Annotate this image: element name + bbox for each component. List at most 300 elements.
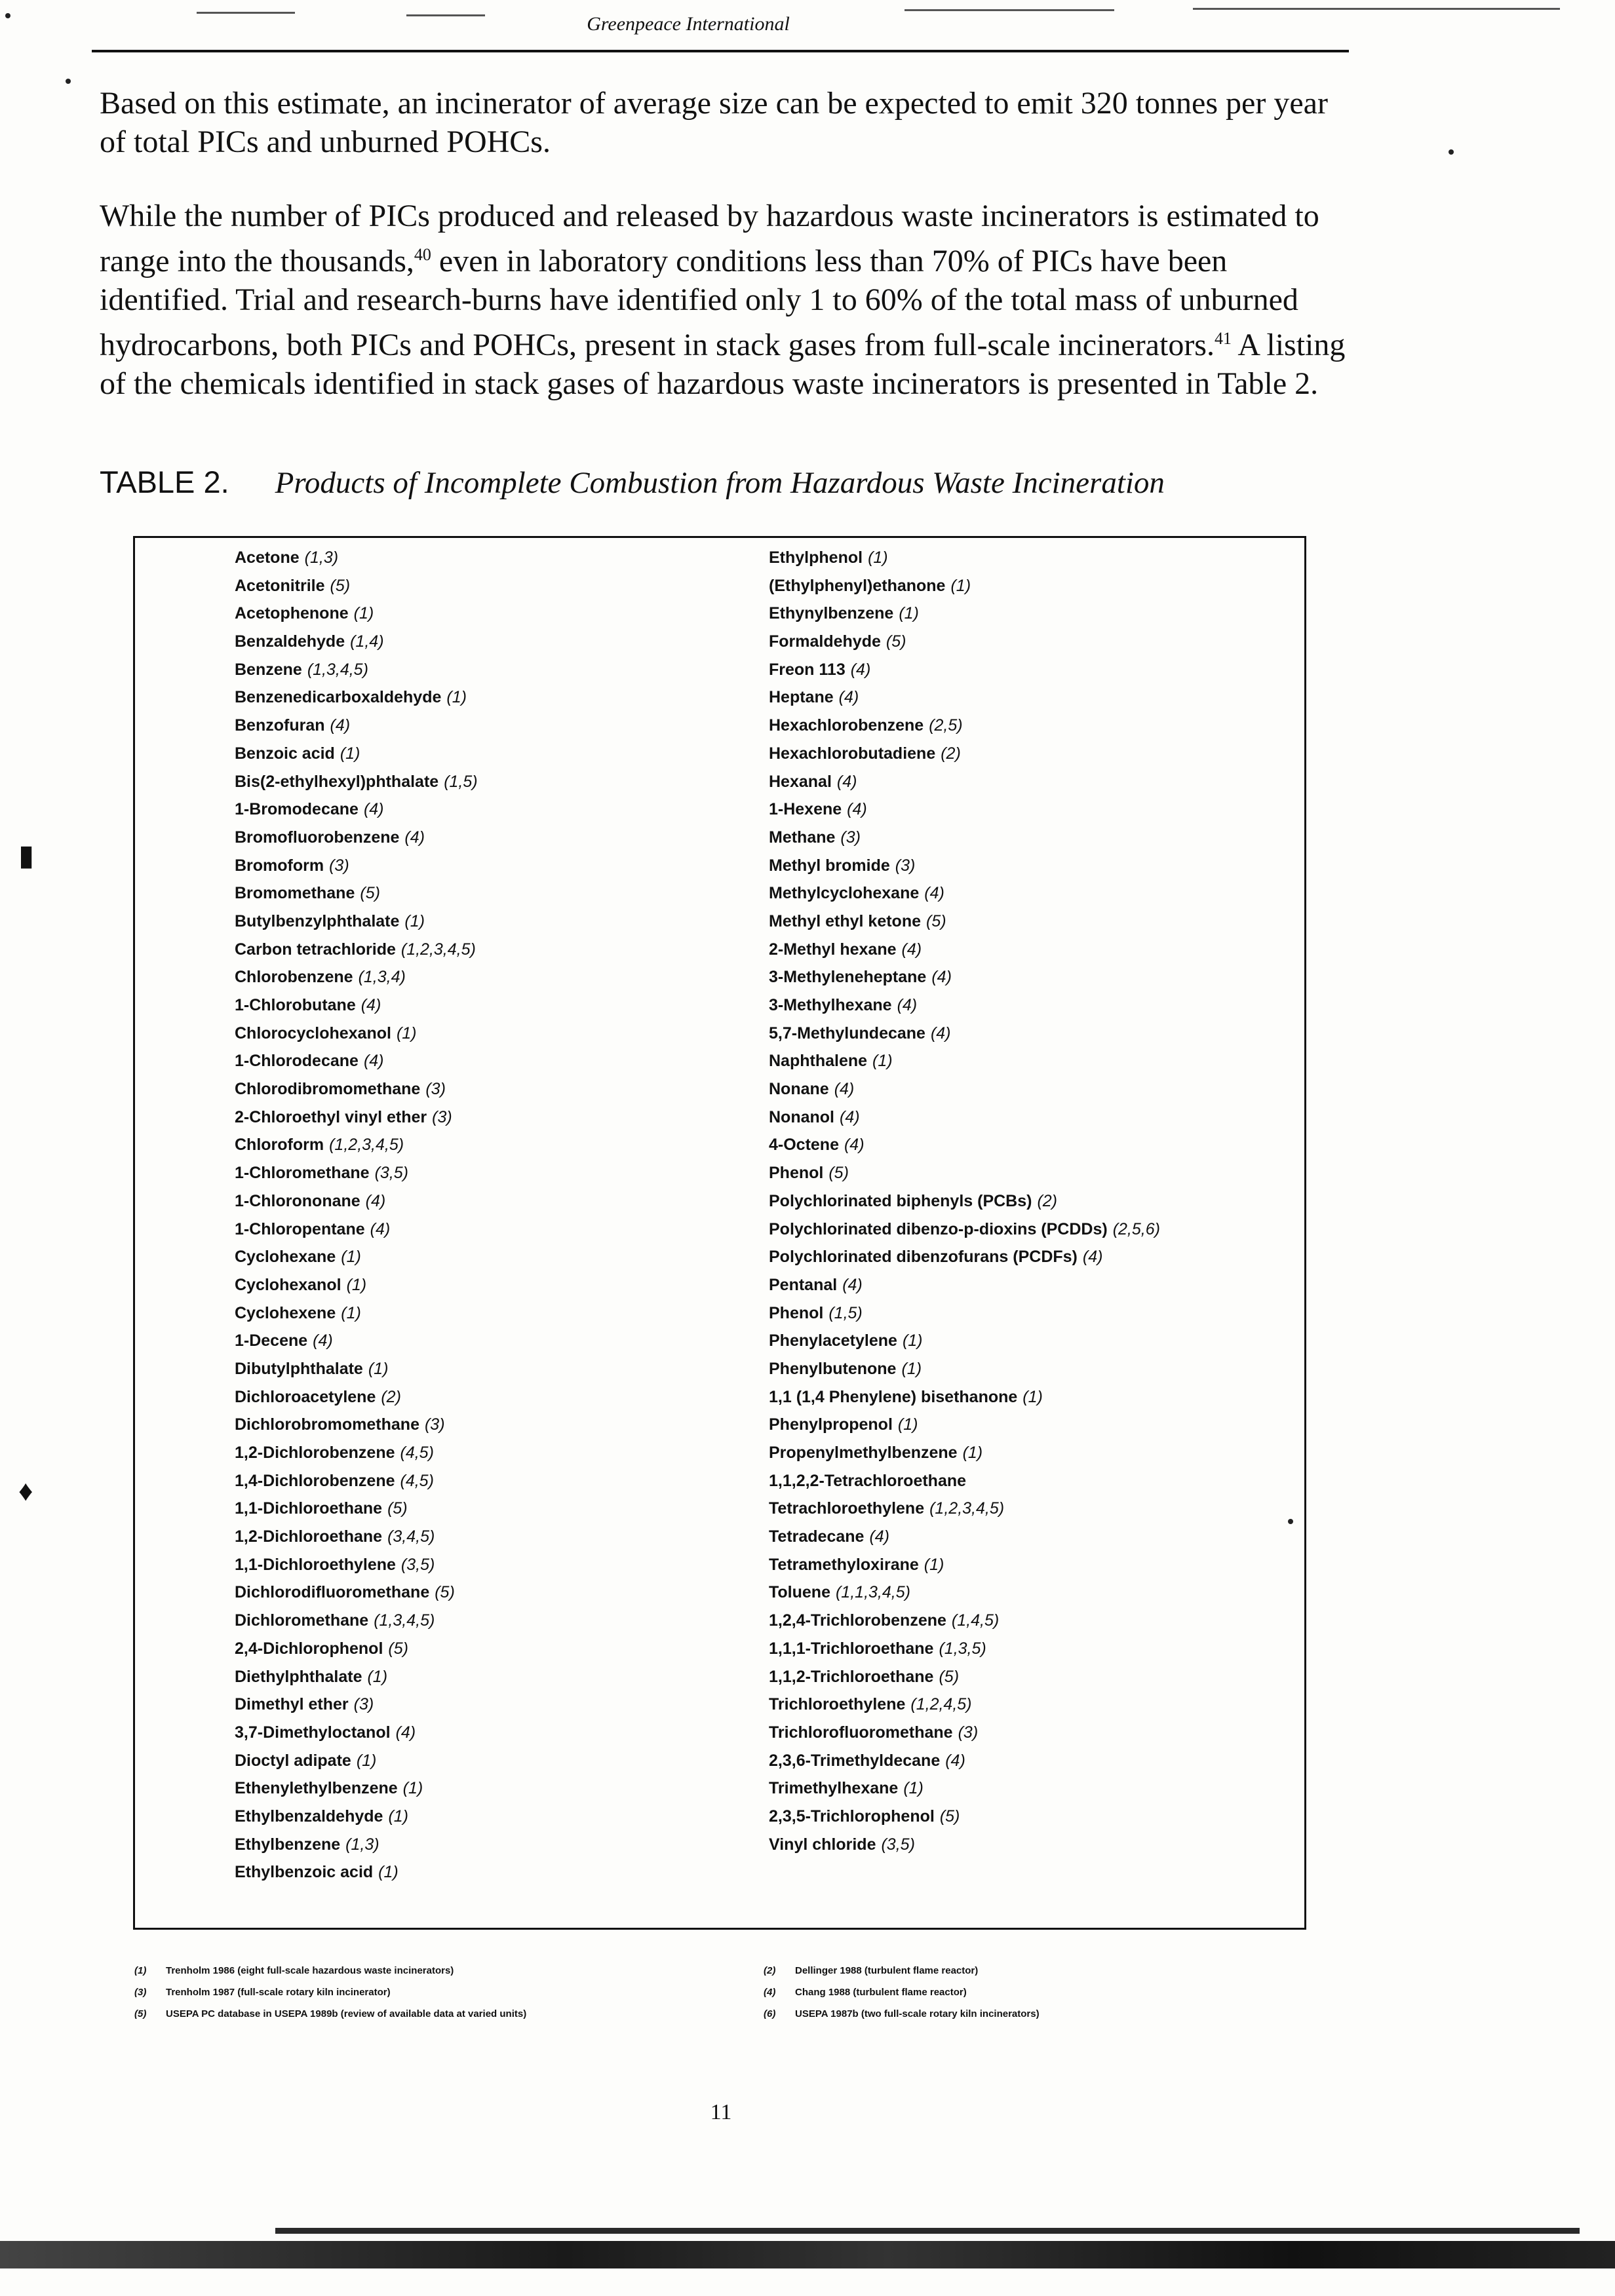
chemical-entry	[235, 963, 478, 991]
reference-codes: (4)	[370, 1219, 391, 1238]
paragraph-text: While the number of PICs produced and released by hazardous waste incinerators is estimated to range into the thousands,	[100, 199, 1319, 278]
footnote-number: (6)	[764, 2008, 776, 2019]
chemical-entry	[769, 1243, 1160, 1271]
reference-codes: (4)	[313, 1331, 333, 1350]
footnote	[134, 1986, 711, 1999]
chemical-entry	[235, 656, 478, 684]
footnote	[134, 1964, 711, 1978]
chemical-entry	[235, 628, 478, 656]
chemical-name: Tetradecane	[769, 1527, 865, 1546]
chemical-entry	[769, 1187, 1160, 1215]
chemical-name: Trimethylhexane	[769, 1779, 899, 1798]
chemical-name: Bromoform	[235, 856, 324, 875]
footnote-number: (3)	[134, 1987, 147, 1998]
reference-codes: (4)	[395, 1723, 416, 1742]
chemical-entry	[769, 1663, 1160, 1691]
chemical-name: Methylcyclohexane	[769, 884, 920, 903]
reference-codes: (2,5)	[929, 716, 963, 735]
reference-codes: (5)	[828, 1164, 849, 1183]
chemical-list-right	[769, 544, 1160, 1858]
chemical-name: 1-Chlorononane	[235, 1191, 360, 1210]
reference-codes: (1)	[396, 1024, 417, 1043]
header-rule	[92, 50, 1349, 52]
chemical-name: 2,4-Dichlorophenol	[235, 1639, 383, 1658]
chemical-entry	[769, 795, 1160, 824]
reference-codes: (3)	[425, 1080, 446, 1099]
reference-codes: (1)	[367, 1667, 388, 1686]
footnotes-left	[134, 1964, 711, 2029]
chemical-name: 2-Methyl hexane	[769, 940, 897, 959]
footnote-ref: 40	[414, 245, 431, 264]
chemical-name: Nonanol	[769, 1107, 834, 1126]
chemical-entry	[769, 628, 1160, 656]
footnote	[764, 1986, 1340, 1999]
reference-codes: (5)	[926, 911, 946, 930]
chemical-name: Ethylbenzaldehyde	[235, 1807, 383, 1826]
chemical-entry	[769, 1551, 1160, 1579]
chemical-entry	[769, 1159, 1160, 1187]
chemical-name: Dichloroacetylene	[235, 1387, 376, 1406]
footnote-text: USEPA PC database in USEPA 1989b (review of available data at varied units)	[166, 2008, 527, 2019]
reference-codes: (1)	[924, 1555, 944, 1574]
chemical-entry	[769, 1103, 1160, 1132]
chemical-entry	[235, 1578, 478, 1607]
chemical-name: Benzofuran	[235, 716, 325, 735]
chemical-name: Freon 113	[769, 660, 846, 679]
reference-codes: (3)	[329, 856, 349, 875]
chemical-name: Pentanal	[769, 1275, 838, 1294]
chemical-name: Tetrachloroethylene	[769, 1499, 925, 1518]
chemical-name: Acetophenone	[235, 604, 349, 623]
chemical-name: Bromofluorobenzene	[235, 828, 400, 847]
scan-speck	[406, 14, 485, 16]
chemical-name: 3-Methylhexane	[769, 996, 892, 1014]
chemical-name: Naphthalene	[769, 1052, 868, 1071]
chemical-name: Phenylbutenone	[769, 1359, 897, 1378]
table-label: TABLE 2.	[100, 465, 229, 499]
scan-dot	[1449, 149, 1454, 155]
chemical-name: Ethylbenzene	[235, 1835, 341, 1854]
chemical-entry	[769, 600, 1160, 628]
scan-speck	[1193, 8, 1560, 10]
paragraph-text: A listing of the chemicals identified in stack gases of hazardous waste incinerators is presented in Table 2.	[100, 328, 1346, 401]
chemical-name: 1-Hexene	[769, 800, 842, 819]
reference-codes: (1)	[899, 604, 919, 623]
chemical-entry	[769, 1607, 1160, 1635]
body-paragraph	[100, 197, 1348, 403]
chemical-entry	[769, 991, 1160, 1020]
chemical-name: 1-Chloropentane	[235, 1219, 365, 1238]
reference-codes: (5)	[885, 632, 906, 651]
chemical-name: Benzenedicarboxaldehyde	[235, 688, 442, 707]
reference-codes: (3,5)	[400, 1555, 435, 1574]
footnote-text: Chang 1988 (turbulent flame reactor)	[795, 1987, 967, 1998]
reference-codes: (4)	[365, 1191, 386, 1210]
reference-codes: (1,2,4,5)	[910, 1695, 972, 1714]
reference-codes: (1)	[346, 1275, 367, 1294]
reference-codes: (1)	[868, 548, 888, 567]
chemical-name: Chlorodibromomethane	[235, 1080, 421, 1099]
reference-codes: (4)	[838, 688, 859, 707]
chemical-entry	[769, 656, 1160, 684]
footnote-text: Trenholm 1986 (eight full-scale hazardous waste incinerators)	[166, 1965, 454, 1976]
reference-codes: (1)	[897, 1415, 918, 1434]
reference-codes: (1)	[404, 911, 425, 930]
reference-codes: (3)	[840, 828, 861, 847]
chemical-entry	[235, 1495, 478, 1523]
chemical-entry	[235, 1187, 478, 1215]
chemical-name: Polychlorinated biphenyls (PCBs)	[769, 1191, 1032, 1210]
chemical-entry	[769, 1075, 1160, 1103]
chemical-entry	[769, 712, 1160, 740]
reference-codes: (4)	[869, 1527, 889, 1546]
chemical-entry	[235, 879, 478, 908]
chemical-entry	[769, 1383, 1160, 1411]
chemical-name: Ethynylbenzene	[769, 604, 894, 623]
reference-codes: (2)	[1037, 1191, 1058, 1210]
chemical-entry	[235, 740, 478, 768]
footnote	[134, 2008, 711, 2021]
reference-codes: (1)	[446, 688, 467, 707]
chemical-entry	[769, 936, 1160, 964]
table-caption: Products of Incomplete Combustion from Hazardous Waste Incineration	[275, 466, 1165, 500]
chemical-entry	[235, 1719, 478, 1747]
reference-codes: (3)	[432, 1107, 452, 1126]
chemical-name: (Ethylphenyl)ethanone	[769, 576, 946, 595]
reference-codes: (1,1,3,4,5)	[835, 1583, 910, 1602]
reference-codes: (5)	[939, 1807, 960, 1826]
chemical-name: Dimethyl ether	[235, 1695, 349, 1714]
chemical-entry	[235, 1047, 478, 1075]
reference-codes: (3)	[353, 1695, 374, 1714]
chemical-name: 1,1-Dichloroethylene	[235, 1555, 396, 1574]
reference-codes: (3,5)	[881, 1835, 915, 1854]
chemical-name: 1-Bromodecane	[235, 800, 359, 819]
paragraph-text: even in laboratory conditions less than 70% of PICs have been identified. Trial and research-burns have identified only 1 to 60% of the total mass of unburned hydrocarbons, both PICs and POHCs, present in stack gases from full-scale incinerators.	[100, 244, 1298, 362]
chemical-name: Cyclohexanol	[235, 1275, 341, 1294]
chemical-name: Hexachlorobutadiene	[769, 744, 936, 763]
chemical-entry	[235, 1691, 478, 1719]
chemical-entry	[235, 1635, 478, 1663]
chemical-name: Butylbenzylphthalate	[235, 911, 400, 930]
chemical-entry	[235, 600, 478, 628]
chemical-name: Carbon tetrachloride	[235, 940, 396, 959]
reference-codes: (1)	[1022, 1387, 1043, 1406]
chemical-name: 3,7-Dimethyloctanol	[235, 1723, 391, 1742]
chemical-name: Benzene	[235, 660, 302, 679]
chemical-entry	[769, 1719, 1160, 1747]
chemical-name: Methyl ethyl ketone	[769, 911, 921, 930]
reference-codes: (1)	[341, 1303, 361, 1322]
reference-codes: (3,4,5)	[387, 1527, 435, 1546]
chemical-name: 1,1,2,2-Tetrachloroethane	[769, 1471, 967, 1490]
chemical-entry	[769, 1215, 1160, 1244]
scan-dot	[66, 79, 71, 84]
chemical-name: 2-Chloroethyl vinyl ether	[235, 1107, 427, 1126]
footnote-number: (1)	[134, 1965, 147, 1976]
footnote-number: (2)	[764, 1965, 776, 1976]
footnotes-right	[764, 1964, 1340, 2029]
chemical-name: 1,4-Dichlorobenzene	[235, 1471, 395, 1490]
chemical-entry	[235, 1271, 478, 1299]
reference-codes: (1)	[388, 1807, 409, 1826]
chemical-name: Hexachlorobenzene	[769, 716, 924, 735]
scan-border	[0, 2241, 1615, 2268]
reference-codes: (1)	[378, 1863, 399, 1882]
chemical-entry	[235, 991, 478, 1020]
reference-codes: (5)	[330, 576, 351, 595]
chemical-name: Propenylmethylbenzene	[769, 1444, 958, 1462]
chemical-name: Polychlorinated dibenzofurans (PCDFs)	[769, 1248, 1078, 1267]
reference-codes: (1)	[901, 1359, 922, 1378]
chemical-entry	[235, 1075, 478, 1103]
reference-codes: (4)	[924, 884, 944, 903]
chemical-name: Formaldehyde	[769, 632, 881, 651]
reference-codes: (1)	[356, 1751, 377, 1770]
chemical-entry	[769, 879, 1160, 908]
reference-codes: (5)	[387, 1499, 408, 1518]
chemical-entry	[769, 1523, 1160, 1551]
reference-codes: (1)	[872, 1052, 893, 1071]
chemical-name: Bis(2-ethylhexyl)phthalate	[235, 772, 439, 791]
footnote-ref: 41	[1214, 329, 1232, 348]
chemical-name: Ethylphenol	[769, 548, 863, 567]
chemical-entry	[235, 1551, 478, 1579]
chemical-name: Acetone	[235, 548, 300, 567]
footnote-number: (4)	[764, 1987, 776, 1998]
chemical-entry	[235, 1747, 478, 1775]
reference-codes: (4)	[945, 1751, 965, 1770]
chemical-entry	[769, 1467, 1160, 1495]
chemical-entry	[235, 572, 478, 600]
table-title	[100, 464, 1358, 501]
chemical-name: Tetramethyloxirane	[769, 1555, 919, 1574]
chemical-name: Dichlorodifluoromethane	[235, 1583, 430, 1602]
chemical-entry	[769, 1578, 1160, 1607]
chemical-name: Cyclohexene	[235, 1303, 336, 1322]
chemical-entry	[235, 824, 478, 852]
reference-codes: (3)	[895, 856, 916, 875]
chemical-entry	[235, 1131, 478, 1159]
reference-codes: (1)	[353, 604, 374, 623]
chemical-name: Phenylpropenol	[769, 1415, 893, 1434]
chemical-name: Vinyl chloride	[769, 1835, 876, 1854]
page-number: 11	[710, 2100, 732, 2124]
reference-codes: (4)	[330, 716, 351, 735]
chemical-name: Bromomethane	[235, 884, 355, 903]
chemical-entry	[235, 1774, 478, 1803]
reference-codes: (1)	[902, 1331, 923, 1350]
chemical-entry	[235, 712, 478, 740]
chemical-entry	[235, 1215, 478, 1244]
chemical-entry	[769, 1803, 1160, 1831]
scan-mark: ▮	[18, 839, 35, 871]
reference-codes: (4)	[363, 1052, 384, 1071]
chemical-entry	[235, 768, 478, 796]
footnote-text: USEPA 1987b (two full-scale rotary kiln incinerators)	[795, 2008, 1040, 2019]
scan-border	[275, 2228, 1580, 2234]
chemical-entry	[769, 1831, 1160, 1859]
reference-codes: (2)	[941, 744, 961, 763]
chemical-entry	[235, 1663, 478, 1691]
chemical-entry	[769, 1411, 1160, 1439]
chemical-name: 1-Chlorodecane	[235, 1052, 359, 1071]
chemical-entry	[769, 1747, 1160, 1775]
reference-codes: (4)	[842, 1275, 863, 1294]
reference-codes: (4,5)	[400, 1471, 434, 1490]
reference-codes: (3,5)	[374, 1164, 408, 1183]
reference-codes: (1,3,4,5)	[374, 1611, 435, 1630]
reference-codes: (5)	[939, 1667, 960, 1686]
reference-codes: (1,3,4,5)	[307, 660, 368, 679]
chemical-entry	[235, 1020, 478, 1048]
chemical-name: Toluene	[769, 1583, 830, 1602]
chemical-name: Cyclohexane	[235, 1248, 336, 1267]
chemical-name: Chloroform	[235, 1136, 324, 1155]
body-paragraph: Based on this estimate, an incinerator of average size can be expected to emit 320 tonnes per year of total PICs and unburned POHCs.	[100, 86, 1328, 159]
chemical-entry	[769, 1047, 1160, 1075]
scan-mark: ♦	[18, 1475, 33, 1507]
reference-codes: (4)	[901, 940, 922, 959]
chemical-entry	[235, 1607, 478, 1635]
reference-codes: (1,3)	[304, 548, 339, 567]
chemical-name: Benzaldehyde	[235, 632, 345, 651]
reference-codes: (5)	[388, 1639, 408, 1658]
chemical-name: Hexanal	[769, 772, 832, 791]
reference-codes: (2,5,6)	[1112, 1219, 1160, 1238]
chemical-entry	[769, 683, 1160, 712]
chemical-name: Acetonitrile	[235, 576, 325, 595]
chemical-name: Dichloromethane	[235, 1611, 369, 1630]
reference-codes: (1)	[341, 1248, 361, 1267]
reference-codes: (1,2,3,4,5)	[329, 1136, 404, 1155]
chemical-entry	[235, 1439, 478, 1467]
scan-dot	[1288, 1519, 1293, 1524]
chemical-name: 4-Octene	[769, 1136, 839, 1155]
chemical-name: 1,1,1-Trichloroethane	[769, 1639, 934, 1658]
chemical-entry	[769, 572, 1160, 600]
scan-dot	[5, 13, 10, 18]
chemical-name: Methane	[769, 828, 836, 847]
chemical-entry	[769, 963, 1160, 991]
chemical-name: Trichloroethylene	[769, 1695, 906, 1714]
chemical-name: 1-Chloromethane	[235, 1164, 370, 1183]
chemical-entry	[769, 852, 1160, 880]
chemical-entry	[769, 1439, 1160, 1467]
chemical-entry	[769, 768, 1160, 796]
reference-codes: (1,3)	[345, 1835, 379, 1854]
chemical-list-left	[235, 544, 478, 1886]
chemical-name: Phenol	[769, 1303, 824, 1322]
reference-codes: (3)	[424, 1415, 445, 1434]
chemical-entry	[769, 1635, 1160, 1663]
chemical-name: Dichlorobromomethane	[235, 1415, 419, 1434]
reference-codes: (1,3,5)	[939, 1639, 986, 1658]
chemical-entry	[769, 1271, 1160, 1299]
reference-codes: (3)	[958, 1723, 979, 1742]
reference-codes: (1)	[962, 1444, 983, 1462]
chemical-entry	[235, 1327, 478, 1355]
reference-codes: (4)	[931, 968, 952, 987]
reference-codes: (4)	[847, 800, 867, 819]
reference-codes: (4)	[844, 1136, 865, 1155]
chemical-name: Trichlorofluoromethane	[769, 1723, 953, 1742]
chemical-entry	[235, 1467, 478, 1495]
chemical-entry	[235, 1803, 478, 1831]
chemical-name: Phenol	[769, 1164, 824, 1183]
reference-codes: (1,3,4)	[358, 968, 406, 987]
reference-codes: (1,5)	[828, 1303, 863, 1322]
chemical-name: 1,2-Dichlorobenzene	[235, 1444, 395, 1462]
footnote-text: Trenholm 1987 (full-scale rotary kiln incinerator)	[166, 1987, 391, 1998]
chemical-name: 1,2,4-Trichlorobenzene	[769, 1611, 946, 1630]
reference-codes: (2)	[381, 1387, 401, 1406]
chemical-name: 1,1 (1,4 Phenylene) bisethanone	[769, 1387, 1018, 1406]
chemical-entry	[769, 1355, 1160, 1383]
chemical-entry	[235, 544, 478, 572]
reference-codes: (4)	[840, 1107, 860, 1126]
footnote-text: Dellinger 1988 (turbulent flame reactor)	[795, 1965, 979, 1976]
chemical-entry	[235, 1159, 478, 1187]
reference-codes: (4)	[850, 660, 871, 679]
reference-codes: (4)	[930, 1024, 951, 1043]
reference-codes: (4,5)	[400, 1444, 434, 1462]
chemical-name: 3-Methyleneheptane	[769, 968, 927, 987]
chemical-entry	[769, 740, 1160, 768]
reference-codes: (1)	[340, 744, 360, 763]
chemical-entry	[235, 1831, 478, 1859]
chemical-name: Chlorocyclohexanol	[235, 1024, 391, 1043]
chemical-name: Heptane	[769, 688, 834, 707]
chemical-name: Nonane	[769, 1080, 829, 1099]
chemical-entry	[235, 683, 478, 712]
chemical-name: 5,7-Methylundecane	[769, 1024, 925, 1043]
chemical-entry	[235, 795, 478, 824]
reference-codes: (4)	[897, 996, 918, 1014]
chemical-entry	[235, 1383, 478, 1411]
chemical-entry	[769, 908, 1160, 936]
reference-codes: (1,4,5)	[951, 1611, 1000, 1630]
chemical-entry	[769, 544, 1160, 572]
chemical-entry	[769, 1020, 1160, 1048]
reference-codes: (4)	[360, 996, 381, 1014]
reference-codes: (4)	[404, 828, 425, 847]
chemical-name: 2,3,6-Trimethyldecane	[769, 1751, 941, 1770]
reference-codes: (1,2,3,4,5)	[929, 1499, 1005, 1518]
chemical-name: 1,1-Dichloroethane	[235, 1499, 383, 1518]
chemical-entry	[235, 1411, 478, 1439]
chemical-entry	[235, 852, 478, 880]
chemical-name: Dioctyl adipate	[235, 1751, 351, 1770]
reference-codes: (1,4)	[350, 632, 384, 651]
reference-codes: (4)	[836, 772, 857, 791]
chemical-name: 1,1,2-Trichloroethane	[769, 1667, 934, 1686]
footnote	[764, 2008, 1340, 2021]
scan-speck	[905, 9, 1114, 11]
chemical-entry	[235, 936, 478, 964]
chemical-entry	[235, 1103, 478, 1132]
reference-codes: (4)	[363, 800, 384, 819]
chemical-entry	[769, 1774, 1160, 1803]
reference-codes: (1,2,3,4,5)	[400, 940, 476, 959]
chemical-entry	[235, 1243, 478, 1271]
chemical-name: Ethenylethylbenzene	[235, 1779, 398, 1798]
chemical-entry	[769, 1691, 1160, 1719]
chemical-entry	[235, 1299, 478, 1328]
footnote	[764, 1964, 1340, 1978]
chemical-name: 1-Chlorobutane	[235, 996, 356, 1014]
chemical-entry	[769, 1299, 1160, 1328]
